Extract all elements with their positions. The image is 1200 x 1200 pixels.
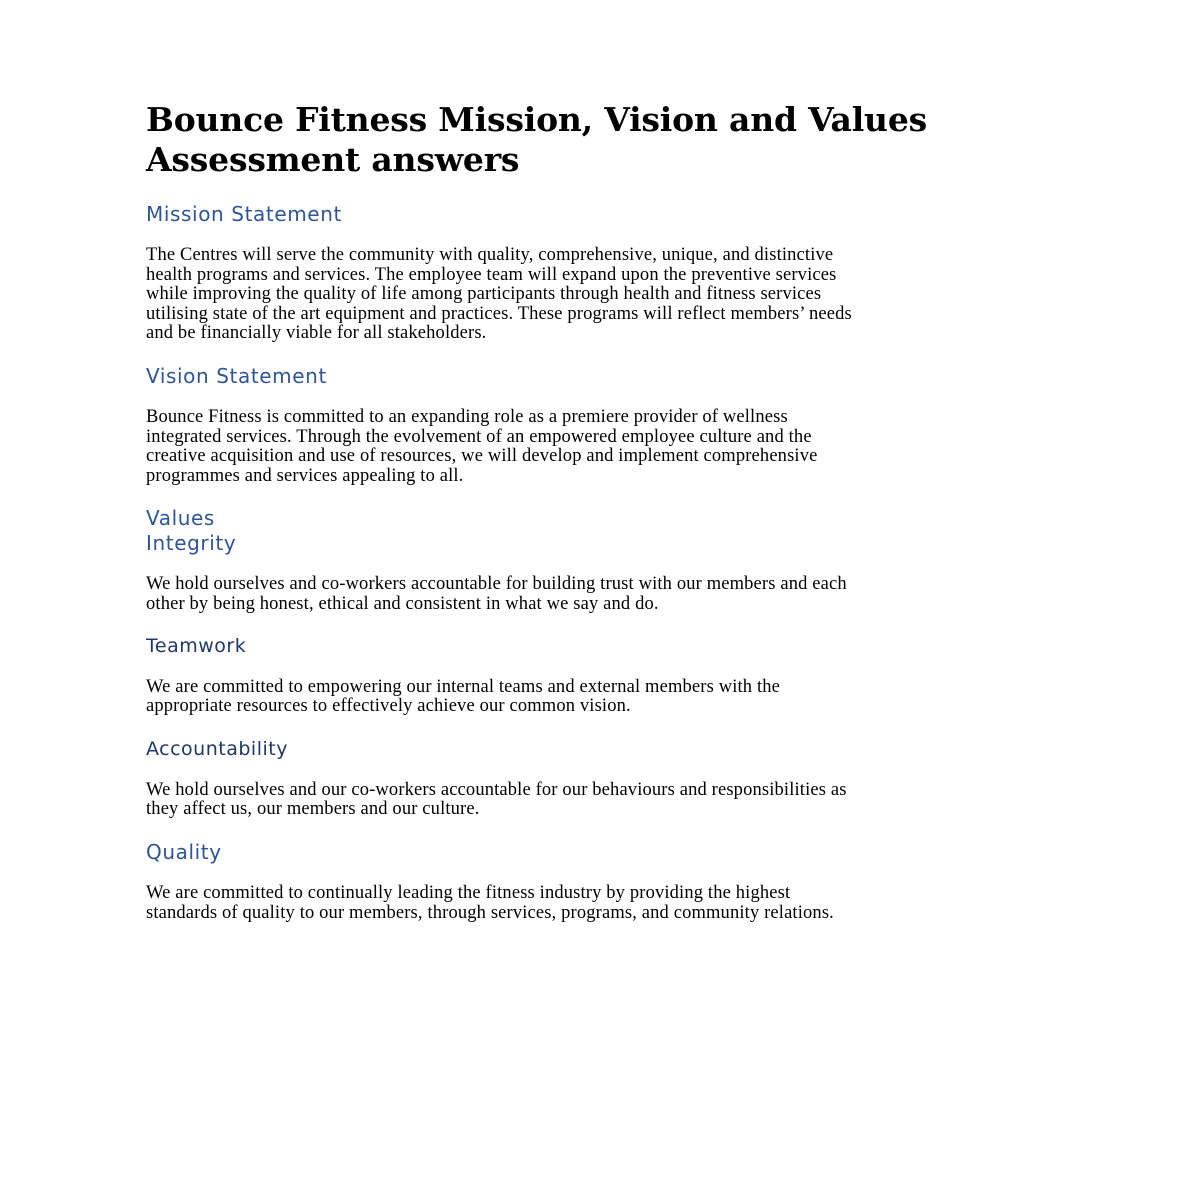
accountability-text: We hold ourselves and our co-workers accountable for our behaviours and responsibilities as they affect us, our members and our culture. bbox=[146, 779, 847, 820]
values-heading: Values bbox=[146, 506, 215, 531]
page-title: Bounce Fitness Mission, Vision and Values Assessment answers bbox=[146, 100, 928, 179]
teamwork-text: We are committed to empowering our internal teams and external members with the appropriate resources to effectively achieve our common vision. bbox=[146, 676, 781, 717]
mission-heading: Mission Statement bbox=[146, 202, 342, 226]
mission-text: The Centres will serve the community with quality, comprehensive, unique, and distinctive health programs and services. The employee team will expand upon the preventive services while improving the quality of life among participants through health and fitness services utilising state of the art equipment and practices. These programs will reflect members’ needs and be financially viable for all stakeholders. bbox=[146, 245, 852, 344]
quality-text: We are committed to continually leading the fitness industry by providing the highest standards of quality to our members, through services, programs, and community relations. bbox=[146, 882, 834, 923]
integrity-text: We hold ourselves and co-workers accountable for building trust with our members and each other by being honest, ethical and consistent in what we say and do. bbox=[146, 574, 847, 614]
document-page bbox=[146, 100, 1061, 923]
vision-heading: Vision Statement bbox=[146, 363, 327, 388]
quality-heading: Quality bbox=[146, 839, 222, 864]
accountability-heading: Accountability bbox=[146, 737, 288, 760]
vision-text: Bounce Fitness is committed to an expanding role as a premiere provider of wellness integrated services. Through the evolvement of an empowered employee culture and the creative acquisition and use of resources, we will develop and implement comprehensive programmes and services appealing to all. bbox=[146, 406, 818, 486]
teamwork-heading: Teamwork bbox=[146, 634, 247, 657]
integrity-heading: Integrity bbox=[146, 531, 237, 556]
